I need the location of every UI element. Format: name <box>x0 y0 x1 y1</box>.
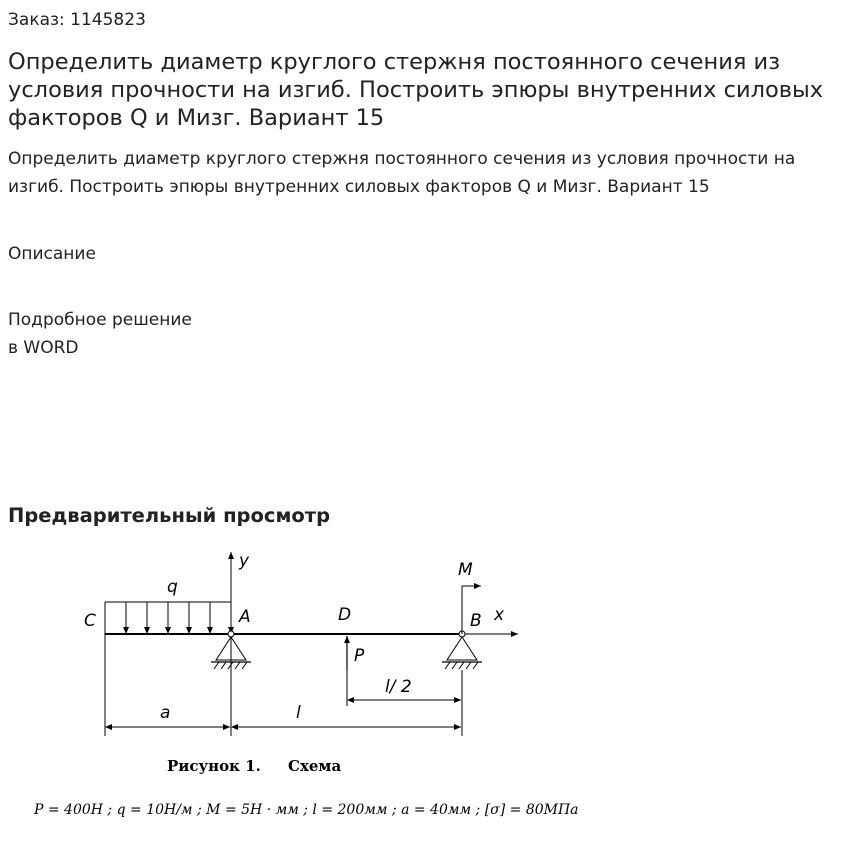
distributed-load <box>105 602 231 634</box>
solution-line-2: в WORD <box>8 338 79 358</box>
figure-caption-text: Схема <box>288 757 342 775</box>
solution-line-1: Подробное решение <box>8 310 192 330</box>
label-c: C <box>84 611 96 631</box>
label-m: M <box>458 560 473 580</box>
label-y: y <box>239 551 250 571</box>
label-d: D <box>338 605 352 625</box>
support-b <box>442 631 482 669</box>
order-number: Заказ: 1145823 <box>8 10 146 30</box>
page-title: Определить диаметр круглого стержня постоянного сечения из условия прочности на изгиб. Построить эпюры внутренних силовых факторов Q и Мизг. Вариант 15 <box>8 49 824 131</box>
label-x: x <box>494 605 505 625</box>
beam-diagram <box>0 540 600 840</box>
label-q: q <box>167 577 178 597</box>
figure-parameters: P = 400H ; q = 10H/м ; M = 5H · мм ; l = 200мм ; a = 40мм ; [σ] = 80МПа <box>34 802 579 818</box>
description-label: Описание <box>8 244 96 264</box>
label-a-point: A <box>239 607 251 627</box>
label-b: B <box>470 611 482 631</box>
preview-figure <box>0 540 600 840</box>
label-p: P <box>354 646 365 666</box>
preview-heading: Предварительный просмотр <box>8 504 331 527</box>
solution-info <box>8 306 192 362</box>
task-description: Определить диаметр круглого стержня постоянного сечения из условия прочности на изгиб. Построить эпюры внутренних силовых факторов Q и Мизг. Вариант 15 <box>8 149 796 197</box>
label-a: a <box>160 703 171 723</box>
label-l: l <box>296 703 301 723</box>
figure-caption-number: Рисунок 1. <box>167 757 261 775</box>
label-half-l: l/ 2 <box>385 677 412 697</box>
